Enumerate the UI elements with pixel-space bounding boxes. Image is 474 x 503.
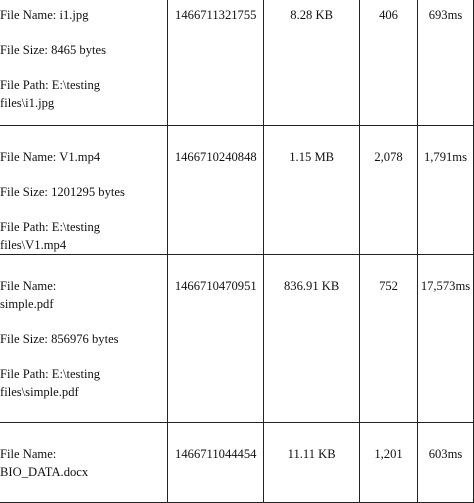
time-value: 17,573ms <box>420 278 471 293</box>
file-name: File Name: V1.mp4 <box>0 149 101 164</box>
count-cell <box>360 125 418 254</box>
file-info-cell <box>0 0 168 125</box>
file-path: File Path: E:\testing <box>0 366 101 381</box>
file-path-continued: files\simple.pdf <box>0 384 79 399</box>
time-value: 693ms <box>428 8 463 22</box>
timestamp-cell <box>168 422 264 502</box>
count-value: 1,201 <box>374 446 403 461</box>
file-info-cell <box>0 422 168 502</box>
table-row <box>0 125 474 254</box>
file-path-continued: files\V1.mp4 <box>0 237 67 252</box>
table-row <box>0 422 474 502</box>
file-path: File Path: E:\testing <box>0 219 101 234</box>
file-size-value: 1.15 MB <box>289 149 335 164</box>
count-value: 406 <box>379 8 398 22</box>
time-value: 603ms <box>428 446 463 461</box>
timestamp: 1466711321755 <box>175 8 257 22</box>
file-size: File Size: 1201295 bytes <box>0 184 125 199</box>
file-path-continued: files\i1.jpg <box>0 96 55 110</box>
count-cell <box>360 0 418 125</box>
timestamp-cell <box>168 254 264 422</box>
timestamp-cell <box>168 0 264 125</box>
count-value: 752 <box>379 278 398 293</box>
time-cell <box>417 125 473 254</box>
file-name-value: BIO_DATA.docx <box>0 464 89 479</box>
file-size-value: 11.11 KB <box>287 446 336 461</box>
time-cell <box>417 0 473 125</box>
size-cell <box>264 0 360 125</box>
time-cell <box>417 254 473 422</box>
timestamp: 1466711044454 <box>175 446 257 461</box>
file-size-value: 836.91 KB <box>284 278 340 293</box>
timestamp-cell <box>168 125 264 254</box>
size-cell <box>264 125 360 254</box>
file-path: File Path: E:\testing <box>0 78 101 92</box>
file-name: File Name: <box>0 446 57 461</box>
timestamp: 1466710240848 <box>174 149 257 164</box>
file-name: File Name: i1.jpg <box>0 8 89 22</box>
count-cell <box>360 254 418 422</box>
table-row <box>0 254 474 422</box>
table-row <box>0 0 474 125</box>
count-cell <box>360 422 418 502</box>
timestamp: 1466710470951 <box>174 278 257 293</box>
size-cell <box>264 254 360 422</box>
time-cell <box>417 422 473 502</box>
file-info-cell <box>0 125 168 254</box>
file-size: File Size: 856976 bytes <box>0 331 119 346</box>
size-cell <box>264 422 360 502</box>
time-value: 1,791ms <box>423 149 468 164</box>
count-value: 2,078 <box>374 149 403 164</box>
file-size: File Size: 8465 bytes <box>0 43 106 57</box>
file-size-value: 8.28 KB <box>290 8 333 22</box>
file-name: File Name: <box>0 278 57 293</box>
file-name-value: simple.pdf <box>0 296 54 311</box>
file-info-cell <box>0 254 168 422</box>
